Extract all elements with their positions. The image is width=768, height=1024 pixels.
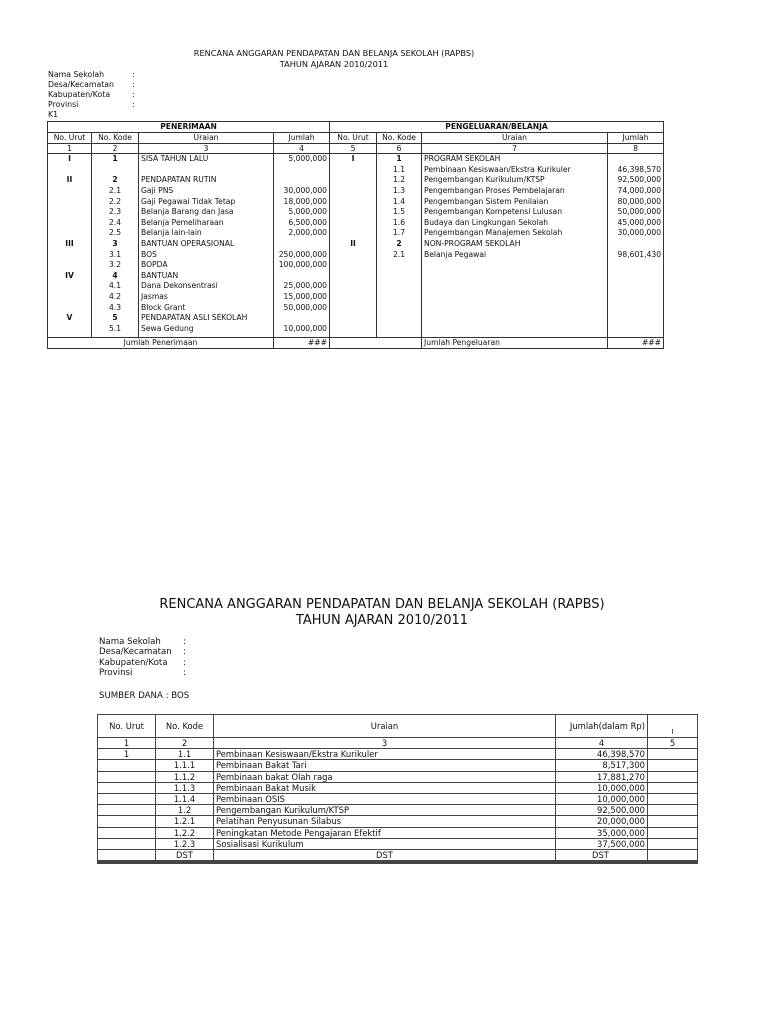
table-cell: [422, 292, 608, 303]
table-cell: Budaya dan Lingkungan Sekolah: [422, 218, 608, 229]
table-cell: Pembinaan Bakat Tari: [214, 760, 556, 771]
table-cell: 92,500,000: [556, 805, 648, 816]
table-row: [48, 281, 664, 292]
info-colon: :: [132, 100, 135, 109]
empty-cell: [330, 338, 422, 349]
info-row: [48, 110, 135, 120]
info-label: Desa/Kecamatan: [48, 80, 115, 89]
table-cell: 2.4: [92, 218, 139, 229]
table-cell: [648, 794, 698, 805]
table-cell: 1: [92, 154, 139, 165]
info-row: [99, 637, 186, 647]
table-cell: 2.1: [92, 186, 139, 197]
table-cell: 4: [92, 271, 139, 282]
table-cell: 3.2: [92, 260, 139, 271]
table-cell: [608, 292, 664, 303]
table-row: [98, 838, 698, 849]
table-cell: 1.3: [377, 186, 422, 197]
table-cell: [648, 805, 698, 816]
table-cell: 2,000,000: [274, 228, 330, 239]
info-label: Provinsi: [48, 100, 79, 109]
total-in-label: Jumlah Penerimaan: [48, 338, 274, 349]
sheet1-subtitle: TAHUN AJARAN 2010/2011: [279, 59, 389, 69]
column-number: 8: [608, 143, 664, 154]
table-cell: [556, 863, 648, 864]
table-row: [98, 782, 698, 793]
table-cell: 17,881,270: [556, 771, 648, 782]
table-cell: 100,000,000: [274, 260, 330, 271]
info-label: Provinsi: [99, 668, 133, 679]
table-cell: [422, 281, 608, 292]
table-cell: [48, 218, 92, 229]
table-cell: [330, 207, 377, 218]
table-cell: 1.6: [377, 218, 422, 229]
table-cell: 50,000,000: [274, 303, 330, 314]
table-cell: [330, 260, 377, 271]
table-cell: [48, 281, 92, 292]
table-cell: [156, 863, 214, 864]
table-cell: Pengembangan Proses Pembelajaran: [422, 186, 608, 197]
table-cell: [274, 165, 330, 176]
table-cell: [330, 324, 377, 335]
table-cell: [98, 771, 156, 782]
table-cell: [648, 838, 698, 849]
table-cell: [274, 239, 330, 250]
sheet2-info: [99, 637, 186, 679]
table-cell: 37,500,000: [556, 838, 648, 849]
info-row: [99, 658, 186, 668]
table-cell: [377, 271, 422, 282]
table-cell: 3: [92, 239, 139, 250]
table-row: [48, 186, 664, 197]
table-cell: [48, 324, 92, 335]
column-header: Uraian: [422, 133, 608, 144]
table-cell: [648, 850, 698, 861]
table-cell: 5: [92, 313, 139, 324]
info-label: Kabupaten/Kota: [99, 657, 168, 668]
pengeluaran-header: PENGELUARAN/BELANJA: [330, 122, 664, 133]
column-number: 3: [139, 143, 274, 154]
table-cell: [648, 827, 698, 838]
table-cell: Pembinaan Kesiswaan/Ekstra Kurikuler: [422, 165, 608, 176]
table-cell: [377, 260, 422, 271]
table-cell: [330, 218, 377, 229]
table-cell: 4.3: [92, 303, 139, 314]
column-header: Jumlah: [608, 133, 664, 144]
column-header: Uraian: [214, 715, 556, 738]
table-cell: [377, 292, 422, 303]
table-cell: PENDAPATAN RUTIN: [139, 175, 274, 186]
total-in-value: ###: [274, 338, 330, 349]
table-cell: [98, 827, 156, 838]
table-cell: 2.2: [92, 197, 139, 208]
table-cell: [330, 165, 377, 176]
column-number: 2: [156, 738, 214, 749]
table-cell: 6,500,000: [274, 218, 330, 229]
table-cell: [648, 760, 698, 771]
column-header: Jumlah: [274, 133, 330, 144]
table-cell: [92, 165, 139, 176]
info-label: Desa/Kecamatan: [99, 647, 172, 658]
table-cell: [274, 175, 330, 186]
table-cell: [330, 292, 377, 303]
table-cell: 10,000,000: [556, 794, 648, 805]
table-cell: Jasmas: [139, 292, 274, 303]
table-cell: 25,000,000: [274, 281, 330, 292]
table-cell: SISA TAHUN LALU: [139, 154, 274, 165]
table-cell: 4.2: [92, 292, 139, 303]
column-number: 5: [648, 738, 698, 749]
table-cell: [98, 863, 156, 864]
table-cell: [377, 313, 422, 324]
table-cell: [98, 760, 156, 771]
table-cell: 30,000,000: [274, 186, 330, 197]
table-cell: [330, 197, 377, 208]
table-cell: Belanja lain-lain: [139, 228, 274, 239]
table-cell: Gaji Pegawai Tidak Tetap: [139, 197, 274, 208]
table-cell: [608, 154, 664, 165]
sheet2-title: RENCANA ANGGARAN PENDAPATAN DAN BELANJA SEKOLAH (RAPBS): [159, 597, 605, 612]
table-cell: Pembinaan OSIS: [214, 794, 556, 805]
table-row: [48, 207, 664, 218]
sheet2-subtitle: TAHUN AJARAN 2010/2011: [295, 613, 469, 628]
sheet2-table: [97, 714, 698, 864]
table-cell: [377, 303, 422, 314]
table-row: [48, 239, 664, 250]
table-cell: Dana Dekonsentrasi: [139, 281, 274, 292]
info-label: K1: [48, 110, 59, 119]
table-cell: Pengembangan Kompetensi Lulusan: [422, 207, 608, 218]
table-cell: [422, 260, 608, 271]
table-cell: 74,000,000: [608, 186, 664, 197]
table-cell: [48, 165, 92, 176]
table-cell: DST: [214, 850, 556, 861]
table-row: [98, 771, 698, 782]
column-number: 5: [330, 143, 377, 154]
table-cell: 1.1: [156, 749, 214, 760]
table-cell: [330, 228, 377, 239]
table-cell: 5,000,000: [274, 154, 330, 165]
table-row: [48, 271, 664, 282]
total-out-label: Jumlah Pengeluaran: [422, 338, 608, 349]
table-cell: [330, 175, 377, 186]
table-cell: 1.2: [377, 175, 422, 186]
table-row: [98, 760, 698, 771]
column-number: 4: [556, 738, 648, 749]
table-cell: [48, 207, 92, 218]
info-label: Nama Sekolah: [48, 70, 105, 79]
table-row: [48, 313, 664, 324]
table-cell: [274, 271, 330, 282]
table-cell: Peningkatan Metode Pengajaran Efektif: [214, 827, 556, 838]
table-cell: 1.1.3: [156, 782, 214, 793]
table-cell: [377, 281, 422, 292]
table-cell: DST: [156, 850, 214, 861]
table-cell: [648, 863, 698, 864]
table-cell: 98,601,430: [608, 250, 664, 261]
info-row: [99, 647, 186, 657]
totals-row: [48, 338, 664, 349]
table-cell: [608, 239, 664, 250]
table-cell: Pembinaan Kesiswaan/Ekstra Kurikuler: [214, 749, 556, 760]
table-cell: [608, 324, 664, 335]
table-cell: 1: [377, 154, 422, 165]
table-cell: [48, 292, 92, 303]
table-cell: 15,000,000: [274, 292, 330, 303]
table-cell: BOPDA: [139, 260, 274, 271]
table-row: [48, 228, 664, 239]
table-cell: 45,000,000: [608, 218, 664, 229]
info-row: [48, 80, 135, 90]
column-number: 1: [48, 143, 92, 154]
table-cell: 35,000,000: [556, 827, 648, 838]
table-cell: I: [330, 154, 377, 165]
info-label: Kabupaten/Kota: [48, 90, 111, 99]
column-header: Jumlah(dalam Rp): [556, 715, 648, 738]
table-cell: 30,000,000: [608, 228, 664, 239]
table-cell: [330, 250, 377, 261]
table-cell: PROGRAM SEKOLAH: [422, 154, 608, 165]
table-cell: [214, 863, 556, 864]
info-row: [48, 70, 135, 80]
table-cell: 1.1.1: [156, 760, 214, 771]
table-cell: 10,000,000: [274, 324, 330, 335]
info-row: [48, 100, 135, 110]
table-cell: 2: [377, 239, 422, 250]
column-header: No. Urut: [98, 715, 156, 738]
table-cell: [48, 228, 92, 239]
table-cell: [422, 324, 608, 335]
column-number: 4: [274, 143, 330, 154]
info-colon: :: [132, 70, 135, 79]
table-cell: 18,000,000: [274, 197, 330, 208]
table-cell: [330, 281, 377, 292]
table-cell: BOS: [139, 250, 274, 261]
table-cell: 1.4: [377, 197, 422, 208]
sumber-dana: SUMBER DANA : BOS: [99, 691, 190, 701]
table-row: [98, 827, 698, 838]
table-row: [48, 292, 664, 303]
table-cell: [98, 816, 156, 827]
info-colon: :: [183, 657, 186, 668]
column-number: 1: [98, 738, 156, 749]
table-cell: 5.1: [92, 324, 139, 335]
table-cell: 1.2.2: [156, 827, 214, 838]
info-colon: :: [183, 668, 186, 679]
column-header: No. Kode: [377, 133, 422, 144]
table-row: [48, 250, 664, 261]
table-row: [98, 850, 698, 861]
table-cell: 5,000,000: [274, 207, 330, 218]
table-row: [48, 175, 664, 186]
info-colon: :: [183, 637, 186, 647]
table-cell: 1.5: [377, 207, 422, 218]
table-cell: [422, 303, 608, 314]
table-cell: 8,517,300: [556, 760, 648, 771]
table-cell: [330, 271, 377, 282]
table-row: [48, 218, 664, 229]
table-cell: Belanja Barang dan Jasa: [139, 207, 274, 218]
table-cell: 1.2.1: [156, 816, 214, 827]
table-row: [98, 805, 698, 816]
table-cell: [139, 165, 274, 176]
table-cell: 4.1: [92, 281, 139, 292]
sheet1-table: [47, 121, 664, 349]
table-cell: II: [48, 175, 92, 186]
table-cell: [274, 313, 330, 324]
table-cell: 1.1.4: [156, 794, 214, 805]
column-header: No. Urut: [48, 133, 92, 144]
table-cell: Pelatihan Penyusunan Silabus: [214, 816, 556, 827]
table-cell: III: [48, 239, 92, 250]
table-row: [48, 197, 664, 208]
table-cell: 20,000,000: [556, 816, 648, 827]
table-row: [48, 303, 664, 314]
table-cell: 50,000,000: [608, 207, 664, 218]
table-cell: IV: [48, 271, 92, 282]
table-cell: 250,000,000: [274, 250, 330, 261]
table-cell: [648, 749, 698, 760]
table-cell: [608, 313, 664, 324]
table-cell: [377, 324, 422, 335]
table-cell: [330, 303, 377, 314]
column-number: 7: [422, 143, 608, 154]
table-cell: 46,398,570: [556, 749, 648, 760]
table-cell: [648, 782, 698, 793]
sheet1-title: RENCANA ANGGARAN PENDAPATAN DAN BELANJA SEKOLAH (RAPBS): [193, 48, 475, 58]
column-number: 3: [214, 738, 556, 749]
table-cell: Belanja Pegawai: [422, 250, 608, 261]
table-cell: 2.1: [377, 250, 422, 261]
table-cell: 1: [98, 749, 156, 760]
table-row: [48, 165, 664, 176]
table-cell: Pengembangan Sistem Penilaian: [422, 197, 608, 208]
table-cell: I: [48, 154, 92, 165]
table-row: [98, 863, 698, 864]
column-number: 6: [377, 143, 422, 154]
info-row: [99, 668, 186, 678]
sheet1-info: [48, 70, 135, 120]
table-cell: 1.2: [156, 805, 214, 816]
info-row: [48, 90, 135, 100]
table-cell: [48, 197, 92, 208]
table-row: [98, 749, 698, 760]
column-header: No. Kode: [156, 715, 214, 738]
column-header: No. Kode: [92, 133, 139, 144]
table-cell: 1.7: [377, 228, 422, 239]
table-cell: [648, 771, 698, 782]
table-cell: 1.1.2: [156, 771, 214, 782]
table-row: [98, 816, 698, 827]
table-cell: [98, 782, 156, 793]
table-cell: Pengembangan Manajemen Sekolah: [422, 228, 608, 239]
table-cell: [98, 794, 156, 805]
table-cell: BANTUAN: [139, 271, 274, 282]
table-cell: [98, 850, 156, 861]
table-cell: [330, 186, 377, 197]
table-cell: [48, 260, 92, 271]
table-cell: [330, 313, 377, 324]
table-cell: 2: [92, 175, 139, 186]
penerimaan-header: PENERIMAAN: [48, 122, 330, 133]
table-cell: [608, 281, 664, 292]
info-colon: :: [132, 80, 135, 89]
table-cell: [608, 271, 664, 282]
table-cell: [48, 303, 92, 314]
table-cell: [98, 838, 156, 849]
table-cell: Pengembangan Kurikulum/KTSP: [422, 175, 608, 186]
info-label: Nama Sekolah: [99, 637, 161, 647]
table-cell: 10,000,000: [556, 782, 648, 793]
table-row: [98, 794, 698, 805]
table-cell: 80,000,000: [608, 197, 664, 208]
table-cell: BANTUAN OPERASIONAL: [139, 239, 274, 250]
table-row: [48, 260, 664, 271]
table-cell: Sosialisasi Kurikulum: [214, 838, 556, 849]
table-cell: 92,500,000: [608, 175, 664, 186]
table-cell: Pembinaan bakat Olah raga: [214, 771, 556, 782]
table-cell: 2.3: [92, 207, 139, 218]
table-cell: [422, 313, 608, 324]
table-cell: II: [330, 239, 377, 250]
table-cell: [608, 303, 664, 314]
table-cell: [98, 805, 156, 816]
info-colon: :: [183, 647, 186, 658]
info-colon: :: [132, 90, 135, 99]
column-number: 2: [92, 143, 139, 154]
table-cell: [48, 186, 92, 197]
table-row: [48, 324, 664, 335]
table-cell: NON-PROGRAM SEKOLAH: [422, 239, 608, 250]
table-cell: Belanja Pemeliharaan: [139, 218, 274, 229]
table-cell: [608, 260, 664, 271]
table-cell: 1.2.3: [156, 838, 214, 849]
table-cell: V: [48, 313, 92, 324]
table-cell: DST: [556, 850, 648, 861]
total-out-value: ###: [608, 338, 664, 349]
table-cell: Pembinaan Bakat Musik: [214, 782, 556, 793]
table-cell: [48, 250, 92, 261]
table-cell: 46,398,570: [608, 165, 664, 176]
table-cell: Sewa Gedung: [139, 324, 274, 335]
table-cell: Gaji PNS: [139, 186, 274, 197]
table-cell: Pengembangan Kurikulum/KTSP: [214, 805, 556, 816]
table-cell: 1.1: [377, 165, 422, 176]
table-cell: [422, 271, 608, 282]
table-cell: PENDAPATAN ASLI SEKOLAH: [139, 313, 274, 324]
table-cell: 2.5: [92, 228, 139, 239]
table-cell: Block Grant: [139, 303, 274, 314]
column-header: No. Urut: [330, 133, 377, 144]
table-cell: [648, 816, 698, 827]
table-cell: 3.1: [92, 250, 139, 261]
table-row: [48, 154, 664, 165]
column-header: Uraian: [139, 133, 274, 144]
column-header: I: [648, 715, 698, 738]
